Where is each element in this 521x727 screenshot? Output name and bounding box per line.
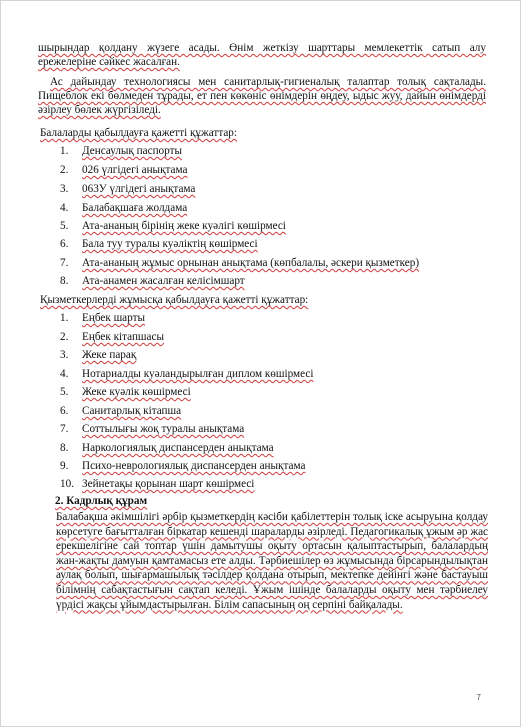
- list-item: [60, 330, 164, 344]
- list-text: Бала туу туралы куәліктің көшірмесі: [82, 238, 258, 250]
- list-item: [60, 311, 145, 325]
- list-text: Еңбек шарты: [82, 312, 145, 324]
- list-item: [60, 219, 286, 233]
- list-text: Ата-анамен жасалған келісімшарт: [82, 275, 245, 287]
- list-number: 5.: [60, 220, 69, 232]
- list-text: Санитарлық кітапша: [82, 405, 182, 417]
- list-number: 8.: [60, 442, 69, 454]
- paragraph-text: шырындар қолдану жүзеге асады. Өнім жеткізу шарттары мемлекеттік сатып алу ережелеріне сәйкес жасалған.: [38, 42, 486, 68]
- list-item: [60, 422, 244, 436]
- list-item: [60, 385, 191, 399]
- paragraph-intro: [38, 41, 486, 69]
- list-item: [60, 477, 254, 491]
- list-item: [60, 348, 136, 362]
- list-item: [60, 459, 305, 473]
- list-text: Еңбек кітапшасы: [82, 331, 164, 343]
- list-item: [60, 256, 419, 270]
- list-text: Наркологиялық диспансерден анықтама: [82, 442, 274, 454]
- list-text: Балабақшаға жолдама: [82, 202, 188, 214]
- list-item: [60, 144, 182, 158]
- list-number: 4.: [60, 368, 69, 380]
- list-text: Психо-неврологиялық диспансерден анықтама: [82, 460, 306, 472]
- page-number: 7: [476, 693, 481, 702]
- list-number: 3.: [60, 349, 69, 361]
- paragraph-text: Ас дайындау технологиясы мен санитарлық-гигиеналық талаптар толық сақталады. Пищеблок екі бөлмеден тұрады, ет пен көкөніс өнімдерін өңдеу, ыдыс жуу, дайын өнімдерді әзірлеу бөлек жүргізіледі.: [38, 76, 486, 116]
- paragraph-kitchen: [38, 75, 486, 117]
- list-text: Жеке куәлік көшірмесі: [82, 386, 191, 398]
- list-number: 2.: [60, 164, 69, 176]
- list-number: 4.: [60, 202, 69, 214]
- section-heading-text: 2. Кадрлық құрам: [55, 495, 148, 507]
- list-text: Ата-ананың бірінің жеке куәлігі көшірмесі: [82, 220, 286, 232]
- list-number: 3.: [60, 183, 69, 195]
- list-item: [60, 182, 195, 196]
- list-number: 10.: [60, 478, 74, 490]
- section-body: [56, 510, 488, 612]
- list-item: [60, 441, 274, 455]
- list-number: 5.: [60, 386, 69, 398]
- list-text: 026 үлгідегі анықтама: [82, 164, 188, 176]
- staff-docs-title-text: Қызметкерлерді жұмысқа қабылдауға қажетті құжаттар:: [40, 294, 309, 306]
- list-number: 7.: [60, 257, 69, 269]
- staff-docs-title: [40, 293, 488, 307]
- list-text: Нотариалды куәландырылған диплом көшірмесі: [82, 368, 314, 380]
- section-heading: [55, 495, 147, 507]
- list-number: 1.: [60, 312, 69, 324]
- list-number: 2.: [60, 331, 69, 343]
- list-text: Жеке парақ: [82, 349, 137, 361]
- list-number: 7.: [60, 423, 69, 435]
- list-number: 1.: [60, 145, 69, 157]
- list-text: Ата-ананың жұмыс орнынан анықтама (көпбалалы, әскери қызметкер): [82, 257, 420, 269]
- list-number: 6.: [60, 238, 69, 250]
- list-text: 063У үлгідегі анықтама: [82, 183, 196, 195]
- list-item: [60, 404, 181, 418]
- list-number: 9.: [60, 460, 69, 472]
- list-item: [60, 163, 187, 177]
- children-docs-title-text: Балаларды қабылдауға қажетті құжаттар:: [40, 127, 238, 139]
- children-docs-title: [40, 126, 488, 140]
- list-text: Соттылығы жоқ туралы анықтама: [82, 423, 245, 435]
- section-body-text: Балабақша әкімшілігі әрбір қызметкердің кәсіби қабілеттерін толық іске асыруына қолдау көрсетуге бағытталған біркатар кешенді шараларды әзірледі. Педагогикалық ұжым әр жас ерекшелігіне сай топтар үшін дамытушы оқыту ортасын қалыптастырып, балалардың жан-жақты дамуын қамтамасыз ете алды. Тәрбиешілер өз жұмысында бірсарындылықтан аулақ болып, шығармашылық тәсілдер қолдана отырып, мектепке дейінгі және бастауыш білімнің сабақтастығын сақтап келеді. Ұжым ішінде балаларды оқыту мен тәрбиелеу үрдісі жақсы ұйымдастырылған. Білім сапасының оң серпіні байқалады.: [56, 511, 488, 611]
- list-number: 6.: [60, 405, 69, 417]
- list-text: Денсаулық паспорты: [82, 145, 183, 157]
- list-text: Зейнетақы қорынан шарт көшірмесі: [82, 478, 255, 490]
- list-number: 8.: [60, 275, 69, 287]
- list-item: [60, 367, 313, 381]
- list-item: [60, 274, 245, 288]
- list-item: [60, 201, 187, 215]
- list-item: [60, 237, 258, 251]
